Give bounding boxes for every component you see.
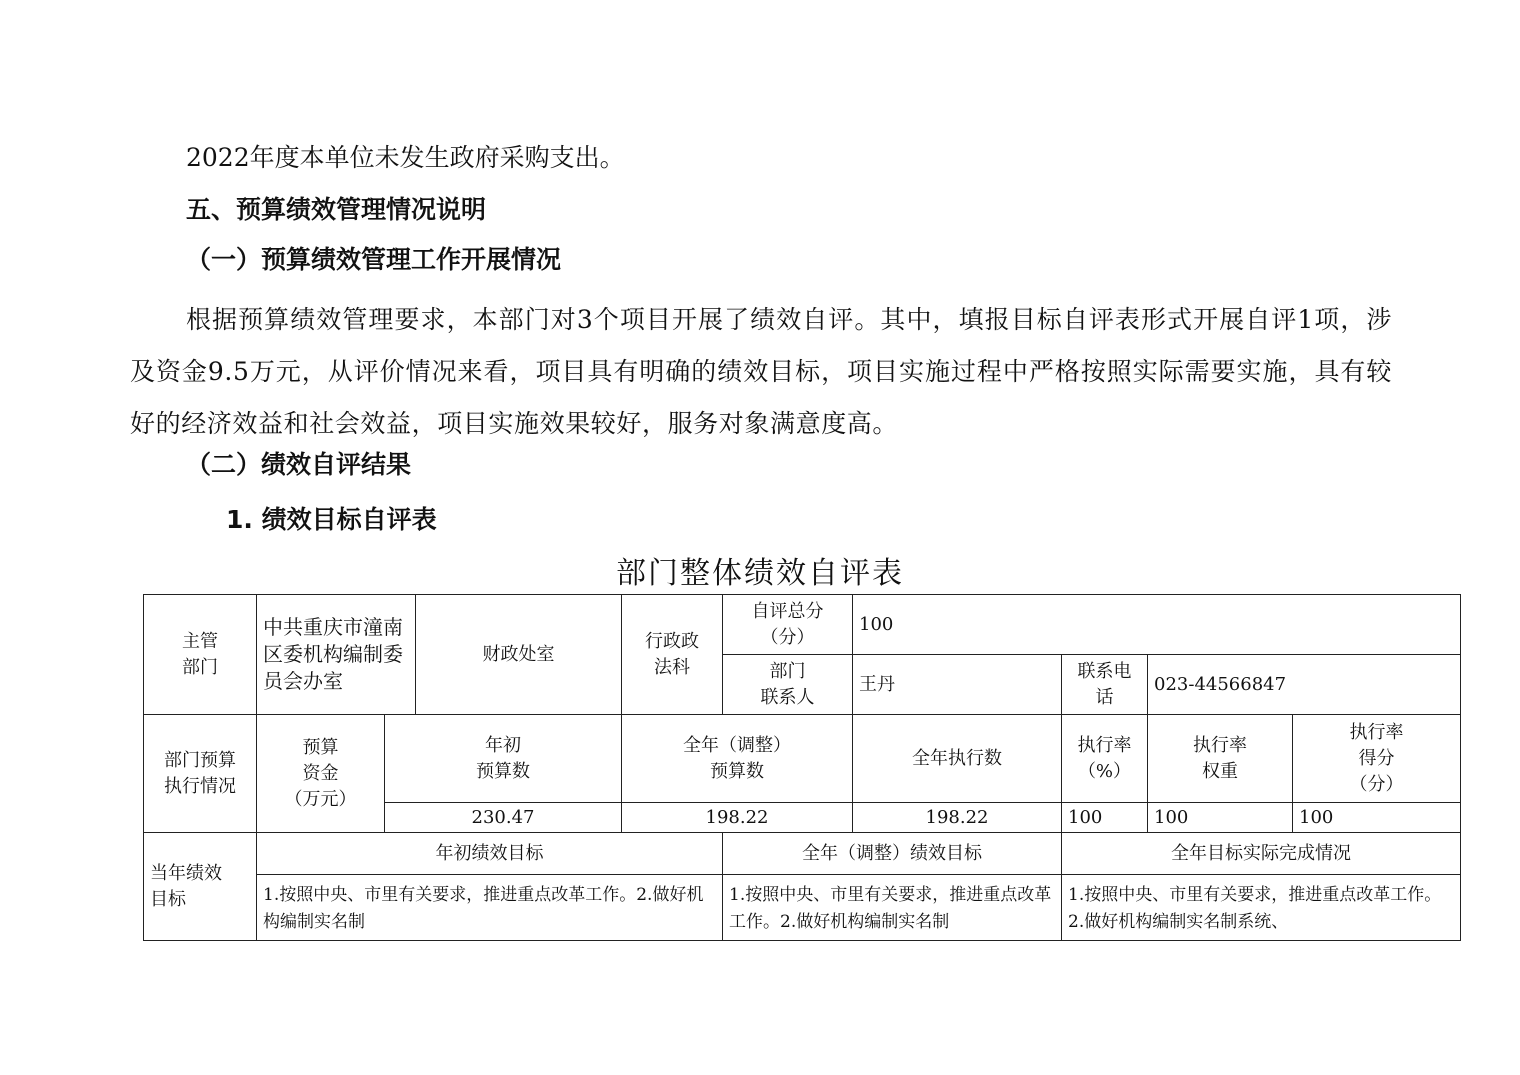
val-adjusted-budget: 198.22 <box>622 803 853 833</box>
phone-value: 023-44566847 <box>1148 655 1461 715</box>
dept-label: 主管 部门 <box>144 595 257 715</box>
section5-title: 五、预算绩效管理情况说明 <box>186 195 487 224</box>
goal-adjusted-text: 1.按照中央、市里有关要求，推进重点改革工作。2.做好机构编制实名制 <box>729 884 1052 932</box>
office-name: 行政政 法科 <box>622 595 723 715</box>
goals-label: 当年绩效 目标 <box>144 833 257 941</box>
budget-row-label: 部门预算 执行情况 <box>144 715 257 833</box>
goal-initial-cell <box>257 875 723 941</box>
col-exec-rate: 执行率 （%） <box>1062 715 1148 803</box>
sub1-paragraph: 根据预算绩效管理要求，本部门对3个项目开展了绩效自评。其中，填报目标自评表形式开展自评1项，涉及资金9.5万元，从评价情况来看，项目具有明确的绩效目标，项目实施过程中严格按照实际需要实施，具有较好的经济效益和社会效益，项目实施效果较好，服务对象满意度高。 <box>130 305 1392 438</box>
score-value: 100 <box>853 595 1461 655</box>
sub1-title: （一）预算绩效管理工作开展情况 <box>186 245 562 274</box>
performance-table <box>143 594 1461 941</box>
goal-initial-text: 1.按照中央、市里有关要求，推进重点改革工作。2.做好机构编制实名制 <box>263 884 704 932</box>
col-exec-weight: 执行率 权重 <box>1148 715 1293 803</box>
val-exec-weight: 100 <box>1148 803 1293 833</box>
col-executed: 全年执行数 <box>853 715 1062 803</box>
dept-name: 中共重庆市潼南区委机构编制委员会办室 <box>257 595 416 715</box>
goal-actual-cell <box>1062 875 1461 941</box>
goal-adjusted-cell <box>723 875 1062 941</box>
table-caption: 部门整体绩效自评表 <box>616 556 904 591</box>
contact-name: 王丹 <box>853 655 1062 715</box>
val-initial-budget: 230.47 <box>385 803 622 833</box>
col-initial-budget: 年初 预算数 <box>385 715 622 803</box>
intro-line: 2022年度本单位未发生政府采购支出。 <box>186 143 625 172</box>
val-executed: 198.22 <box>853 803 1062 833</box>
goal-actual-text: 1.按照中央、市里有关要求，推进重点改革工作。2.做好机构编制实名制系统、 <box>1068 884 1442 932</box>
office-label: 财政处室 <box>416 595 622 715</box>
col-exec-score: 执行率 得分 （分） <box>1293 715 1461 803</box>
goal-actual-header: 全年目标实际完成情况 <box>1062 833 1461 875</box>
goal-adjusted-header: 全年（调整）绩效目标 <box>723 833 1062 875</box>
val-exec-score: 100 <box>1293 803 1461 833</box>
budget-funds-label: 预算 资金 （万元） <box>257 715 385 833</box>
score-label: 自评总分 （分） <box>723 595 853 655</box>
goal-initial-header: 年初绩效目标 <box>257 833 723 875</box>
col-adjusted-budget: 全年（调整） 预算数 <box>622 715 853 803</box>
val-exec-rate: 100 <box>1062 803 1148 833</box>
sub2-item1-title: 1. 绩效目标自评表 <box>226 505 437 534</box>
contact-label: 部门 联系人 <box>723 655 853 715</box>
sub2-title: （二）绩效自评结果 <box>186 450 412 479</box>
phone-label: 联系电 话 <box>1062 655 1148 715</box>
